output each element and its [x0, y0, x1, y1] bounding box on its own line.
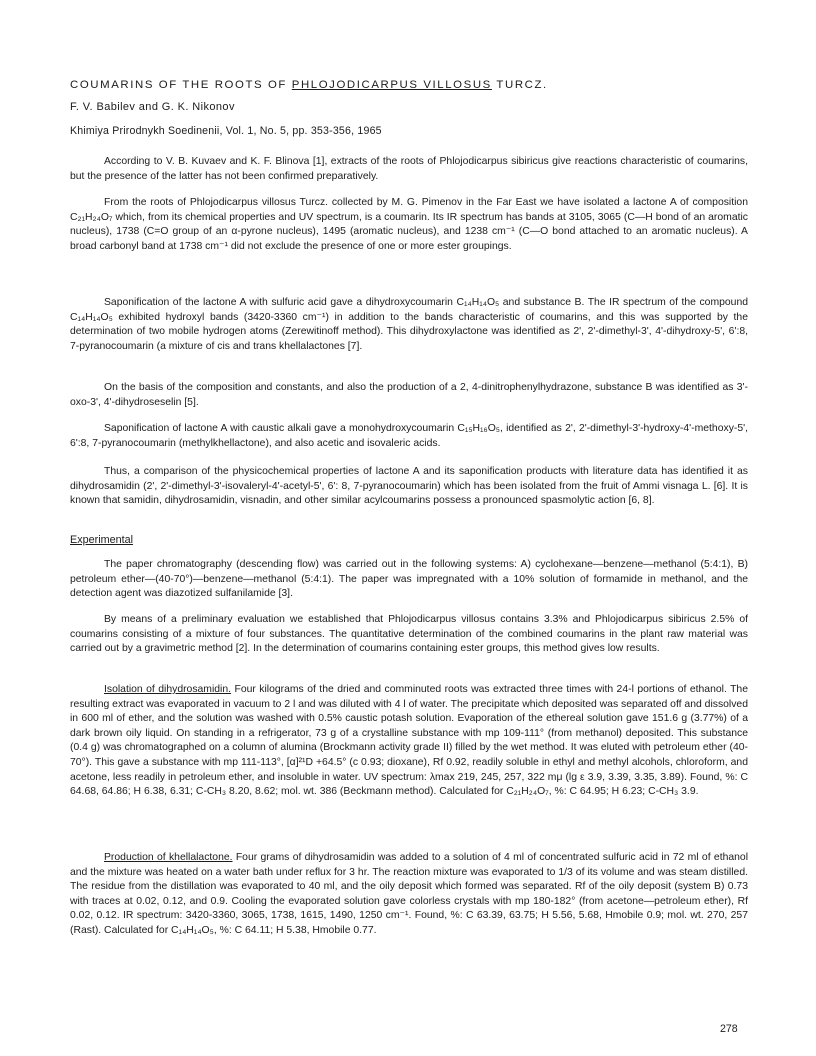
paragraph-intro: According to V. B. Kuvaev and K. F. Blinova [1], extracts of the roots of Phlojodicarpus sibiricus give reactions characteristic of coumarins, but the presence of the latter has not been confirmed preparatively. [70, 156, 748, 182]
text-isolation: Four kilograms of the dried and comminuted roots was extracted three times with 24-l portions of ethanol. The resulting extract was evaporated in vacuum to 2 l and was diluted with 4 l of water. The precipitate which deposited was separated off and dissolved in 600 ml of ether, and the solution was washed with 0.5% caustic potash solution. Evaporation of the ethereal solution gave 151.6 g (3.77%) of a dark brown oily liquid. On standing in a refrigerator, 73 g of a crystalline substance with mp 109-111° (from methanol) deposited. This substance (0.4 g) was chromatographed on a column of alumina (Brockmann activity grade II) filled by the wet method. It was eluted with petroleum ether (40-70°). This gave a substance with mp 111-113°, [α]²¹D +64.5° (c 0.93; dioxane), Rf 0.92, readily soluble in ethyl and methyl alcohols, chloroform, and acetone, less readily in petroleum ether, and insoluble in water. UV spectrum: λmax 219, 245, 257, 322 mμ (lg ε 3.9, 3.39, 3.35, 3.89). Found, %: C 64.68, 64.86; H 6.38, 6.31; C-CH₃ 8.20, 8.62; mol. wt. 386 (Beckmann method). Calculated for C₂₁H₂₄O₇, %: C 64.95; H 6.23; C-CH₃ 3.9. [70, 684, 748, 798]
paragraph-preliminary-evaluation: By means of a preliminary evaluation we established that Phlojodicarpus villosus contains 3.3% and Phlojodicarpus sibiricus 2.5% of coumarins consisting of a mixture of four substances. The quantitative determination of the combined coumarins in the plant raw material was carried out by a gravimetric method [2]. In the determination of coumarins containing ester groups, this method gives low results. [70, 614, 748, 655]
text-khellalactone: Four grams of dihydrosamidin was added to a solution of 4 ml of concentrated sulfuric acid in 72 ml of ethanol and the mixture was heated on a water bath under reflux for 3 hr. The reaction mixture was evaporated to 1/3 of its volume and was steam distilled. The residue from the distillation was evaporated to 40 ml, and the oily deposit which formed was separated. Rf of the oily deposit (system B) 0.73 with traces at 0.02, 0.12, and 0.9. Cooling the evaporated solution gave colorless crystals with mp 180-182° (from acetone—petroleum ether), Rf 0.02, 0.12. IR spectrum: 3420-3360, 3065, 1738, 1615, 1490, 1250 cm⁻¹. Found, %: C 63.39, 63.75; H 5.56, 5.68, Hmobile 0.9; mol. wt. 270, 257 (Rast). Calculated for C₁₄H₁₄O₅, %: C 64.11; H 5.38, Hmobile 0.77. [70, 852, 748, 936]
paragraph-chromatography: The paper chromatography (descending flow) was carried out in the following systems: A) cyclohexane—benzene—methanol (5:4:1), B) petroleum ether—(40-70°)—benzene—methanol (5:4:1). The paper was impregnated with a 10% solution of formamide in methanol, and the detection agent was diazotized sulfanilamide [3]. [70, 559, 748, 600]
page-number: 278 [720, 1023, 738, 1035]
title-species: PHLOJODICARPUS VILLOSUS [291, 79, 492, 91]
paragraph-isolation-dihydrosamidin [70, 683, 748, 800]
subheading-isolation: Isolation of dihydrosamidin. [104, 684, 232, 695]
title-suffix: TURCZ. [491, 79, 548, 91]
paragraph-alkali-saponification: Saponification of lactone A with caustic alkali gave a monohydroxycoumarin C₁₅H₁₆O₅, identified as 2', 2'-dimethyl-3'-hydroxy-4'-methoxy-5', 6':8, 7-pyranocoumarin (methylkhellactone), and also acetic and isovaleric acids. [70, 423, 748, 449]
citation: Khimiya Prirodnykh Soedinenii, Vol. 1, No. 5, pp. 353-356, 1965 [70, 125, 382, 137]
paragraph-identification: Thus, a comparison of the physicochemical properties of lactone A and its saponification products with literature data has identified it as dihydrosamidin (2', 2'-dimethyl-3'-isovaleryl-4'-acetyl-5', 6': 8, 7-pyranocoumarin) which has been isolated from the fruit of Ammi visnaga L. [6]. It is known that samidin, dihydrosamidin, visnadin, and other similar acylcoumarins possess a pronounced spasmolytic action [6, 8]. [70, 466, 748, 507]
authors: F. V. Babilev and G. K. Nikonov [70, 101, 235, 113]
paragraph-khellalactone [70, 851, 748, 939]
subheading-khellalactone: Production of khellalactone. [104, 852, 233, 863]
section-heading-experimental: Experimental [70, 534, 134, 546]
paragraph-substance-b: On the basis of the composition and constants, and also the production of a 2, 4-dinitrophenylhydrazone, substance B was identified as 3'-oxo-3', 4'-dihydroseselin [5]. [70, 382, 748, 408]
paragraph-sulfuric-saponification: Saponification of the lactone A with sulfuric acid gave a dihydroxycoumarin C₁₄H₁₄O₅ and substance B. The IR spectrum of the compound C₁₄H₁₄O₅ exhibited hydroxyl bands (3420-3360 cm⁻¹) in addition to the bands characteristic of coumarins, and this was supported by the determination of two mobile hydrogen atoms (Zerewitinoff method). This dihydroxylactone was identified as 2', 2'-dimethyl-3', 4'-dihydroxy-5', 6':8, 7-pyranocoumarin (a mixture of cis and trans khellalactones [7]. [70, 297, 748, 352]
paper-title [70, 78, 548, 93]
paragraph-isolation-lactone: From the roots of Phlojodicarpus villosus Turcz. collected by M. G. Pimenov in the Far East we have isolated a lactone A of composition C₂₁H₂₄O₇ which, from its chemical properties and UV spectrum, is a coumarin. Its IR spectrum has bands at 3105, 3065 (C—H bond of an aromatic nucleus), 1738 (C=O group of an α-pyrone nucleus), 1495 (aromatic nucleus), and 1238 cm⁻¹ (C—O bond attached to an aromatic nucleus). A broad carbonyl band at 1738 cm⁻¹ did not exclude the presence of one or more ester groupings. [70, 197, 748, 252]
title-prefix: COUMARINS OF THE ROOTS OF [70, 79, 292, 91]
